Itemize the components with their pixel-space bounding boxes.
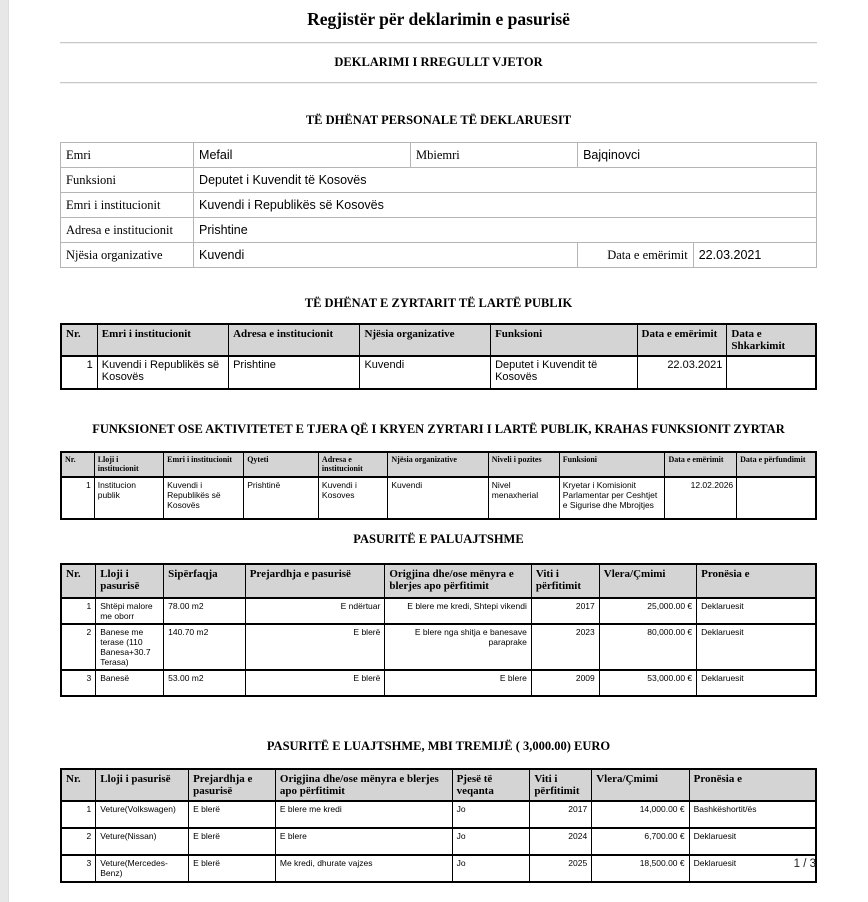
table-cell: Deklaruesit	[689, 855, 816, 882]
first-name-label: Emri	[61, 143, 194, 168]
other-functions-table	[60, 451, 817, 520]
column-header: Origjina dhe/ose mënyra e blerjes apo përfitimit	[275, 769, 452, 801]
table-cell: E blerë	[245, 624, 385, 670]
column-header: Funksioni	[491, 324, 637, 356]
appointment-date-value: 22.03.2021	[693, 243, 816, 268]
table-row	[61, 356, 816, 389]
table-cell: 1	[61, 477, 94, 519]
column-header: Vlera/Çmimi	[592, 769, 689, 801]
column-header: Qyteti	[244, 452, 319, 477]
column-header: Data e Shkarkimit	[727, 324, 816, 356]
section-title-other-functions: FUNKSIONET OSE AKTIVITETET E TJERA QË I KRYEN ZYRTARI I LARTË PUBLIK, KRAHAS FUNKSIONIT ZYRTAR	[92, 422, 785, 436]
table-row	[61, 670, 816, 696]
table-cell: Deputet i Kuvendit të Kosovës	[491, 356, 637, 389]
table-cell: E blere	[385, 670, 531, 696]
table-cell	[737, 477, 816, 519]
table-cell: 2	[61, 828, 96, 855]
table-cell: E blerë	[189, 801, 276, 828]
table-row	[61, 477, 816, 519]
column-header: Njësia organizative	[360, 324, 491, 356]
column-header: Lloji i pasurisë	[96, 769, 189, 801]
address-value: Prishtine	[194, 218, 817, 243]
column-header: Data e përfundimit	[737, 452, 816, 477]
personal-data-table	[60, 142, 817, 268]
column-header: Data e emërimit	[665, 452, 737, 477]
table-cell: Deklaruesit	[697, 598, 816, 624]
table-cell: 2017	[530, 801, 592, 828]
table-cell: 12.02.2026	[665, 477, 737, 519]
table-cell: Kuvendi	[388, 477, 488, 519]
column-header: Lloji i pasurisë	[96, 564, 164, 598]
page-edge-strip	[0, 0, 9, 902]
table-cell: Kryetar i Komisionit Parlamentar per Ceshtjet e Sigurise dhe Mbrojtjes	[559, 477, 665, 519]
table-cell: 1	[61, 356, 97, 389]
column-header: Viti i përfitimit	[531, 564, 599, 598]
table-cell: 1	[61, 801, 96, 828]
section-title-movable-assets: PASURITË E LUAJTSHME, MBI TREMIJË ( 3,000.00) EURO	[266, 739, 611, 754]
column-header: Nr.	[61, 769, 96, 801]
table-cell: Prishtinë	[244, 477, 319, 519]
official-data-table	[60, 323, 817, 390]
institution-label: Emri i institucionit	[61, 193, 194, 218]
document-title: Regjistër për deklarimin e pasurisë	[307, 9, 570, 29]
table-cell: 18,500.00 €	[592, 855, 689, 882]
table-cell: Banesë	[96, 670, 164, 696]
table-cell: 25,000.00 €	[599, 598, 696, 624]
column-header: Adresa e institucionit	[318, 452, 387, 477]
table-cell: Kuvendi i Kosoves	[318, 477, 387, 519]
header-row	[61, 769, 816, 801]
table-row	[61, 828, 816, 855]
table-cell: E blerë	[245, 670, 385, 696]
table-cell: Kuvendi i Republikës së Kosovës	[97, 356, 228, 389]
table-cell: 3	[61, 670, 96, 696]
table-row	[61, 598, 816, 624]
column-header: Prejardhja e pasurisë	[189, 769, 276, 801]
table-cell: Deklaruesit	[689, 828, 816, 855]
first-name-value: Mefail	[194, 143, 411, 168]
column-header: Emri i institucionit	[97, 324, 228, 356]
table-cell: 140.70 m2	[164, 624, 246, 670]
table-cell: Deklaruesit	[697, 624, 816, 670]
document-page	[60, 0, 817, 883]
header-row	[61, 324, 816, 356]
table-cell: E ndërtuar	[245, 598, 385, 624]
institution-value: Kuvendi i Republikës së Kosovës	[194, 193, 817, 218]
table-cell: E blere me kredi, Shtepi vikendi	[385, 598, 531, 624]
personal-row-function	[61, 168, 817, 193]
table-cell: 53,000.00 €	[599, 670, 696, 696]
table-cell: 2017	[531, 598, 599, 624]
table-cell: 53.00 m2	[164, 670, 246, 696]
function-value: Deputet i Kuvendit të Kosovës	[194, 168, 817, 193]
column-header: Nr.	[61, 564, 96, 598]
movable-assets-table	[60, 768, 817, 883]
table-cell: Banese me terase (110 Banesa+30.7 Terasa)	[96, 624, 164, 670]
table-cell: Shtëpi malore me oborr	[96, 598, 164, 624]
column-header: Lloji i institucionit	[94, 452, 163, 477]
table-cell: Veture(Volkswagen)	[96, 801, 189, 828]
column-header: Pronësia e	[697, 564, 816, 598]
table-cell: 2009	[531, 670, 599, 696]
column-header: Sipërfaqja	[164, 564, 246, 598]
page-number: 1 / 3	[793, 858, 816, 870]
column-header: Pronësia e	[689, 769, 816, 801]
section-title-immovable-assets: PASURITË E PALUAJTSHME	[353, 532, 524, 547]
declaration-type-heading: DEKLARIMI I RREGULLT VJETOR	[334, 55, 543, 69]
table-cell: 2	[61, 624, 96, 670]
table-cell: Nivel menaxherial	[488, 477, 559, 519]
header-row	[61, 452, 816, 477]
table-cell: Veture(Nissan)	[96, 828, 189, 855]
org-unit-label: Njësia organizative	[61, 243, 194, 268]
table-cell: E blere	[275, 828, 452, 855]
org-unit-value: Kuvendi	[194, 243, 578, 268]
table-cell: 14,000.00 €	[592, 801, 689, 828]
divider-subtitle	[60, 82, 817, 84]
table-cell	[727, 356, 816, 389]
personal-row-institution	[61, 193, 817, 218]
personal-row-address	[61, 218, 817, 243]
column-header: Data e emërimit	[637, 324, 727, 356]
table-cell: E blere nga shitja e banesave paraprake	[385, 624, 531, 670]
column-header: Adresa e institucionit	[229, 324, 360, 356]
table-cell: Kuvendi i Republikës së Kosovës	[164, 477, 244, 519]
table-row	[61, 801, 816, 828]
table-cell: 80,000.00 €	[599, 624, 696, 670]
table-row	[61, 855, 816, 882]
divider-top	[60, 42, 817, 44]
table-row	[61, 624, 816, 670]
table-cell: 2024	[530, 828, 592, 855]
column-header: Nr.	[61, 452, 94, 477]
table-cell: Jo	[452, 801, 530, 828]
table-cell: Me kredi, dhurate vajzes	[275, 855, 452, 882]
table-cell: E blere me kredi	[275, 801, 452, 828]
column-header: Niveli i pozites	[488, 452, 559, 477]
column-header: Origjina dhe/ose mënyra e blerjes apo përfitimit	[385, 564, 531, 598]
function-label: Funksioni	[61, 168, 194, 193]
table-cell: 3	[61, 855, 96, 882]
section-title-official-data: TË DHËNAT E ZYRTARIT TË LARTË PUBLIK	[304, 296, 573, 310]
table-cell: 1	[61, 598, 96, 624]
column-header: Emri i institucionit	[164, 452, 244, 477]
table-cell: Deklaruesit	[697, 670, 816, 696]
table-cell: 6,700.00 €	[592, 828, 689, 855]
table-cell: 22.03.2021	[637, 356, 727, 389]
column-header: Prejardhja e pasurisë	[245, 564, 385, 598]
last-name-label: Mbiemri	[411, 143, 578, 168]
table-cell: Jo	[452, 828, 530, 855]
table-cell: 2025	[530, 855, 592, 882]
personal-row-unit	[61, 243, 817, 268]
last-name-value: Bajqinovci	[578, 143, 817, 168]
address-label: Adresa e institucionit	[61, 218, 194, 243]
column-header: Njësia organizative	[388, 452, 488, 477]
column-header: Funksioni	[559, 452, 665, 477]
table-cell: E blerë	[189, 828, 276, 855]
column-header: Viti i përfitimit	[530, 769, 592, 801]
column-header: Pjesë të veqanta	[452, 769, 530, 801]
table-cell: E blerë	[189, 855, 276, 882]
appointment-date-label: Data e emërimit	[578, 243, 694, 268]
column-header: Nr.	[61, 324, 97, 356]
table-cell: Prishtine	[229, 356, 360, 389]
table-cell: Bashkëshortit/ës	[689, 801, 816, 828]
column-header: Vlera/Çmimi	[599, 564, 696, 598]
header-row	[61, 564, 816, 598]
personal-row-name	[61, 143, 817, 168]
table-cell: Veture(Mercedes-Benz)	[96, 855, 189, 882]
table-cell: 2023	[531, 624, 599, 670]
table-cell: Jo	[452, 855, 530, 882]
table-cell: Institucion publik	[94, 477, 163, 519]
immovable-assets-table	[60, 563, 817, 697]
section-title-personal-data: TË DHËNAT PERSONALE TË DEKLARUESIT	[305, 113, 572, 127]
table-cell: Kuvendi	[360, 356, 491, 389]
table-cell: 78.00 m2	[164, 598, 246, 624]
